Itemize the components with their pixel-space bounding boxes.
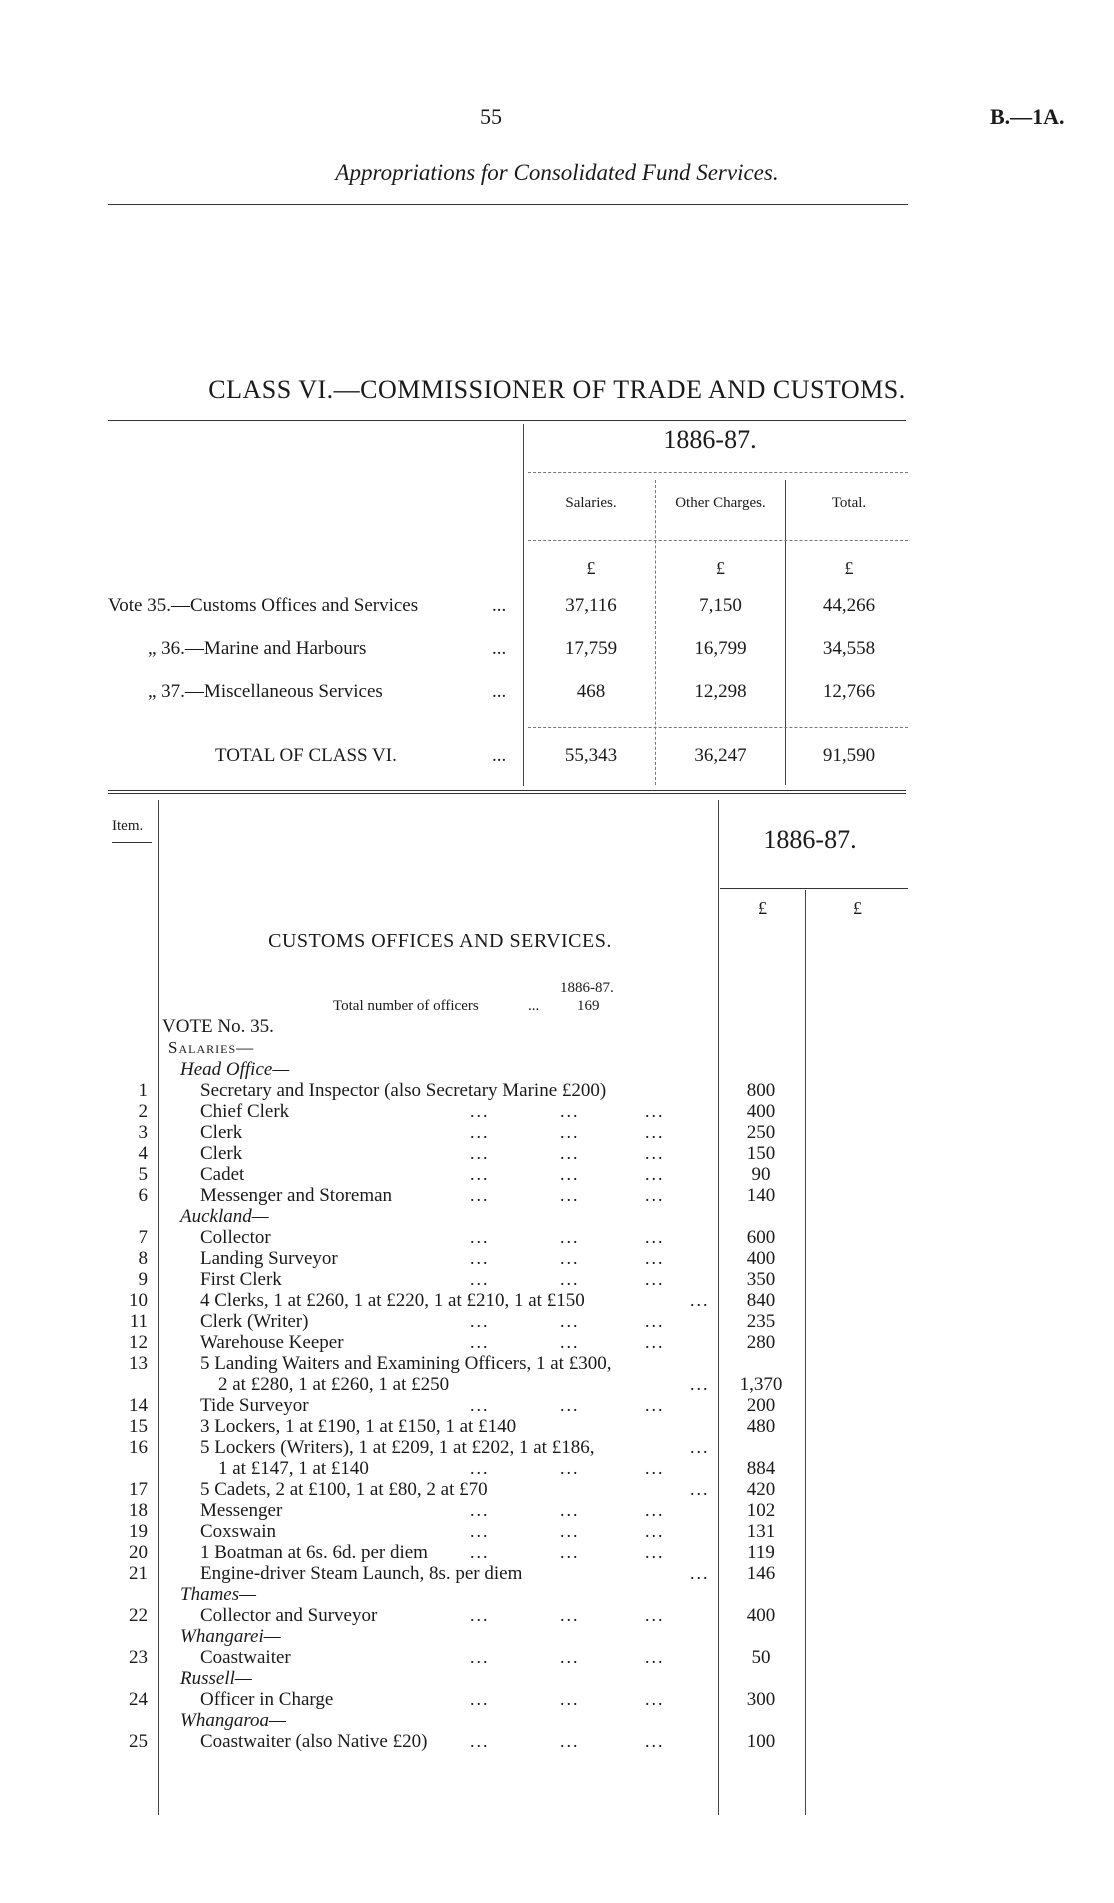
leader-dots: ... — [690, 1479, 710, 1499]
vote-35-other: 7,150 — [699, 595, 742, 616]
item-amount: 102 — [746, 1500, 776, 1521]
item-description: 5 Lockers (Writers), 1 at £209, 1 at £202, 1 at £186, — [200, 1437, 595, 1458]
whangaroa-heading: Whangaroa— — [180, 1710, 286, 1731]
item-number: 24 — [129, 1689, 148, 1710]
table-row — [0, 1521, 1114, 1542]
total-amount-pound-sign: £ — [853, 898, 862, 918]
leader-dots: ... — [645, 1248, 665, 1268]
leader-dots: ... — [645, 1458, 665, 1478]
item-number: 11 — [129, 1311, 148, 1332]
vote-35-leader: ... — [492, 595, 507, 616]
leader-dots: ... — [560, 1122, 580, 1142]
table-row — [0, 1080, 1114, 1101]
leader-dots: ... — [560, 1689, 580, 1709]
item-amount: 800 — [746, 1080, 776, 1101]
leader-dots: ... — [560, 1731, 580, 1751]
item-description: Coxswain — [200, 1521, 276, 1542]
item-number: 5 — [138, 1164, 148, 1185]
item-description: Clerk (Writer) — [200, 1311, 309, 1332]
item-amount: 300 — [746, 1689, 776, 1710]
leader-dots: ... — [645, 1731, 665, 1751]
vote-35-total: 44,266 — [822, 595, 876, 616]
leader-dots: ... — [470, 1521, 490, 1541]
table-row — [0, 1185, 1114, 1206]
item-number: 23 — [129, 1647, 148, 1668]
leader-dots: ... — [560, 1311, 580, 1331]
item-description: Collector — [200, 1227, 271, 1248]
leader-dots: ... — [470, 1185, 490, 1205]
item-amount: 119 — [747, 1542, 775, 1563]
item-description: 5 Landing Waiters and Examining Officers, 1 at £300, — [200, 1353, 612, 1374]
leader-dots: ... — [470, 1542, 490, 1562]
leader-dots: ... — [560, 1101, 580, 1121]
item-number: 12 — [129, 1332, 148, 1353]
total-rule — [528, 727, 908, 728]
item-amount: 146 — [746, 1563, 776, 1584]
item-number: 13 — [129, 1353, 148, 1374]
auckland-heading-row — [0, 1206, 1114, 1227]
other-pound-sign: £ — [716, 558, 725, 578]
table-row — [0, 1332, 1114, 1353]
table-row — [0, 1122, 1114, 1143]
item-number: 10 — [129, 1290, 148, 1311]
table-row — [0, 1290, 1114, 1311]
leader-dots: ... — [645, 1332, 665, 1352]
table-row — [0, 1164, 1114, 1185]
thames-heading: Thames— — [180, 1584, 257, 1605]
table-row — [0, 1500, 1114, 1521]
leader-dots: ... — [645, 1143, 665, 1163]
item-amount: 200 — [746, 1395, 776, 1416]
leader-dots: ... — [470, 1122, 490, 1142]
vote-36-salaries: 17,759 — [564, 638, 618, 659]
leader-dots: ... — [560, 1143, 580, 1163]
table-row — [0, 1563, 1114, 1584]
item-description: 4 Clerks, 1 at £260, 1 at £220, 1 at £210, 1 at £150 — [200, 1290, 585, 1311]
item-description: Coastwaiter — [200, 1647, 291, 1668]
item-amount: 1,370 — [739, 1374, 783, 1395]
item-number: 14 — [129, 1395, 148, 1416]
leader-dots: ... — [560, 1458, 580, 1478]
vote-37-leader: ... — [492, 681, 507, 702]
leader-dots: ... — [560, 1500, 580, 1520]
item-amount: 350 — [746, 1269, 776, 1290]
table-row — [0, 1647, 1114, 1668]
leader-dots: ... — [560, 1521, 580, 1541]
thames-heading-row — [0, 1584, 1114, 1605]
officers-leader: ... — [528, 998, 540, 1014]
officers-count: 169 — [577, 998, 600, 1014]
item-description: Messenger — [200, 1500, 283, 1521]
item-amount: 400 — [746, 1101, 776, 1122]
col-total-header: Total. — [831, 495, 867, 511]
section-title: CUSTOMS OFFICES AND SERVICES. — [268, 930, 612, 952]
item-amount: 100 — [746, 1731, 776, 1752]
col-salaries-header: Salaries. — [565, 495, 617, 511]
leader-dots: ... — [645, 1101, 665, 1121]
summary-bottom-rule-1 — [108, 790, 906, 791]
item-description: First Clerk — [200, 1269, 282, 1290]
russell-heading: Russell— — [180, 1668, 252, 1689]
item-description: 2 at £280, 1 at £260, 1 at £250 — [218, 1374, 450, 1395]
table-row — [0, 1542, 1114, 1563]
leader-dots: ... — [470, 1647, 490, 1667]
table-row — [0, 1227, 1114, 1248]
table-row — [0, 1416, 1114, 1437]
whangarei-heading: Whangarei— — [180, 1626, 281, 1647]
leader-dots: ... — [645, 1164, 665, 1184]
page-number: 55 — [480, 104, 502, 129]
table-row — [0, 1143, 1114, 1164]
leader-dots: ... — [690, 1374, 710, 1394]
leader-dots: ... — [470, 1605, 490, 1625]
officers-year: 1886-87. — [560, 980, 614, 996]
officers-label: Total number of officers — [333, 998, 479, 1014]
item-description: Clerk — [200, 1122, 243, 1143]
head-office-heading-row — [0, 1059, 1114, 1080]
leader-dots: ... — [470, 1500, 490, 1520]
item-description: Clerk — [200, 1143, 243, 1164]
header-rule — [108, 204, 908, 205]
leader-dots: ... — [560, 1248, 580, 1268]
class-title: CLASS VI.—COMMISSIONER OF TRADE AND CUSTOMS. — [208, 375, 906, 404]
item-number: 7 — [138, 1227, 148, 1248]
table-row — [0, 1311, 1114, 1332]
item-description: Engine-driver Steam Launch, 8s. per diem — [200, 1563, 523, 1584]
table-row — [0, 1101, 1114, 1122]
item-amount: 600 — [746, 1227, 776, 1248]
item-number: 17 — [129, 1479, 148, 1500]
leader-dots: ... — [560, 1185, 580, 1205]
item-amount: 400 — [746, 1248, 776, 1269]
leader-dots: ... — [645, 1311, 665, 1331]
vote-35-salaries: 37,116 — [565, 595, 617, 616]
summary-col-divider-2 — [785, 480, 786, 785]
page-subtitle: Appropriations for Consolidated Fund Services. — [335, 160, 779, 185]
item-amount: 400 — [746, 1605, 776, 1626]
leader-dots: ... — [560, 1542, 580, 1562]
leader-dots: ... — [560, 1605, 580, 1625]
item-number: 9 — [138, 1269, 148, 1290]
leader-dots: ... — [645, 1122, 665, 1142]
item-number: 1 — [138, 1080, 148, 1101]
whangarei-heading-row — [0, 1626, 1114, 1647]
item-column-header: Item. — [112, 818, 144, 834]
leader-dots: ... — [645, 1689, 665, 1709]
detail-year: 1886-87. — [763, 825, 857, 854]
item-number: 15 — [129, 1416, 148, 1437]
table-row — [0, 1269, 1114, 1290]
leader-dots: ... — [645, 1521, 665, 1541]
summary-label-divider — [523, 424, 524, 786]
item-number: 2 — [138, 1101, 148, 1122]
table-row — [0, 1248, 1114, 1269]
item-number: 22 — [129, 1605, 148, 1626]
leader-dots: ... — [645, 1500, 665, 1520]
leader-dots: ... — [470, 1311, 490, 1331]
item-amount: 235 — [746, 1311, 776, 1332]
item-amount: 150 — [746, 1143, 776, 1164]
summary-year: 1886-87. — [663, 425, 757, 454]
leader-dots: ... — [470, 1458, 490, 1478]
item-amount: 250 — [746, 1122, 776, 1143]
vote-37-other: 12,298 — [694, 681, 747, 702]
item-amount: 420 — [746, 1479, 776, 1500]
total-pound-sign: £ — [844, 558, 854, 578]
leader-dots: ... — [470, 1689, 490, 1709]
vote-number: VOTE No. 35. — [162, 1016, 274, 1037]
leader-dots: ... — [560, 1269, 580, 1289]
item-description: Messenger and Storeman — [200, 1185, 393, 1206]
item-amount: 50 — [751, 1647, 771, 1668]
table-row — [0, 1395, 1114, 1416]
class-total-total: 91,590 — [822, 745, 876, 766]
leader-dots: ... — [470, 1227, 490, 1247]
item-description: 3 Lockers, 1 at £190, 1 at £150, 1 at £140 — [200, 1416, 517, 1437]
leader-dots: ... — [645, 1227, 665, 1247]
table-row — [0, 1353, 1114, 1374]
auckland-heading: Auckland— — [180, 1206, 269, 1227]
table-row — [0, 1374, 1114, 1395]
item-description: Collector and Surveyor — [200, 1605, 378, 1626]
item-description: Landing Surveyor — [200, 1248, 338, 1269]
item-description: Chief Clerk — [200, 1101, 290, 1122]
leader-dots: ... — [560, 1227, 580, 1247]
leader-dots: ... — [645, 1395, 665, 1415]
item-description: 1 Boatman at 6s. 6d. per diem — [200, 1542, 428, 1563]
class-total-salaries: 55,343 — [564, 745, 618, 766]
table-row — [0, 1437, 1114, 1458]
leader-dots: ... — [470, 1164, 490, 1184]
item-number: 16 — [129, 1437, 148, 1458]
item-description: 1 at £147, 1 at £140 — [218, 1458, 369, 1479]
vote-36-total: 34,558 — [822, 638, 876, 659]
table-row — [0, 1479, 1114, 1500]
leader-dots: ... — [690, 1563, 710, 1583]
leader-dots: ... — [560, 1332, 580, 1352]
col-other-header: Other Charges. — [675, 495, 766, 511]
salaries-heading: Salaries— — [168, 1038, 255, 1057]
class-total-label: TOTAL OF CLASS VI. — [215, 745, 397, 766]
summary-bottom-rule-2 — [108, 793, 906, 794]
vote-36-other: 16,799 — [694, 638, 747, 659]
item-number: 8 — [138, 1248, 148, 1269]
leader-dots: ... — [645, 1185, 665, 1205]
item-description: Secretary and Inspector (also Secretary Marine £200) — [200, 1080, 607, 1101]
item-amount: 884 — [746, 1458, 776, 1479]
leader-dots: ... — [560, 1395, 580, 1415]
leader-dots: ... — [470, 1269, 490, 1289]
summary-header-rule — [528, 540, 908, 541]
item-number: 25 — [129, 1731, 148, 1752]
item-amount: 480 — [746, 1416, 776, 1437]
item-amount: 131 — [746, 1521, 776, 1542]
leader-dots: ... — [470, 1248, 490, 1268]
table-row — [0, 1689, 1114, 1710]
leader-dots: ... — [470, 1332, 490, 1352]
leader-dots: ... — [560, 1647, 580, 1667]
table-row — [0, 1458, 1114, 1479]
leader-dots: ... — [645, 1542, 665, 1562]
item-description: Cadet — [200, 1164, 245, 1185]
item-description: 5 Cadets, 2 at £100, 1 at £80, 2 at £70 — [200, 1479, 488, 1500]
class-total-leader: ... — [492, 745, 507, 766]
summary-col-divider-1 — [655, 480, 656, 785]
leader-dots: ... — [470, 1395, 490, 1415]
table-row — [0, 1605, 1114, 1626]
item-number: 4 — [138, 1143, 148, 1164]
leader-dots: ... — [470, 1101, 490, 1121]
leader-dots: ... — [470, 1143, 490, 1163]
item-amount: 840 — [746, 1290, 776, 1311]
leader-dots: ... — [645, 1269, 665, 1289]
summary-year-rule — [528, 472, 908, 473]
leader-dots: ... — [690, 1290, 710, 1310]
item-description: Tide Surveyor — [200, 1395, 309, 1416]
item-description: Coastwaiter (also Native £20) — [200, 1731, 428, 1752]
head-office-heading: Head Office— — [180, 1059, 290, 1080]
vote-36-leader: ... — [492, 638, 507, 659]
leader-dots: ... — [645, 1605, 665, 1625]
item-amount: 280 — [746, 1332, 776, 1353]
summary-top-rule — [108, 420, 906, 421]
class-total-other: 36,247 — [694, 745, 747, 766]
amount-pound-sign: £ — [758, 898, 767, 918]
item-amount: 140 — [746, 1185, 776, 1206]
russell-heading-row — [0, 1668, 1114, 1689]
table-row — [0, 1731, 1114, 1752]
vote-37-label: „ 37.—Miscellaneous Services — [148, 681, 383, 702]
item-number: 6 — [138, 1185, 148, 1206]
item-header-rule — [112, 842, 152, 843]
leader-dots: ... — [645, 1647, 665, 1667]
item-number: 3 — [138, 1122, 148, 1143]
vote-37-salaries: 468 — [576, 681, 606, 702]
item-number: 21 — [129, 1563, 148, 1584]
item-amount: 90 — [751, 1164, 771, 1185]
item-description: Warehouse Keeper — [200, 1332, 344, 1353]
item-number: 18 — [129, 1500, 148, 1521]
vote-36-label: „ 36.—Marine and Harbours — [148, 638, 367, 659]
item-description: Officer in Charge — [200, 1689, 334, 1710]
document-reference: B.—1A. — [990, 104, 1065, 129]
salaries-pound-sign: £ — [586, 558, 596, 578]
item-number: 19 — [129, 1521, 148, 1542]
vote-37-total: 12,766 — [822, 681, 876, 702]
whangaroa-heading-row — [0, 1710, 1114, 1731]
leader-dots: ... — [690, 1437, 710, 1457]
leader-dots: ... — [470, 1731, 490, 1751]
vote-35-label: Vote 35.—Customs Offices and Services — [108, 595, 419, 616]
item-number: 20 — [129, 1542, 148, 1563]
leader-dots: ... — [560, 1164, 580, 1184]
detail-year-rule — [720, 888, 908, 889]
